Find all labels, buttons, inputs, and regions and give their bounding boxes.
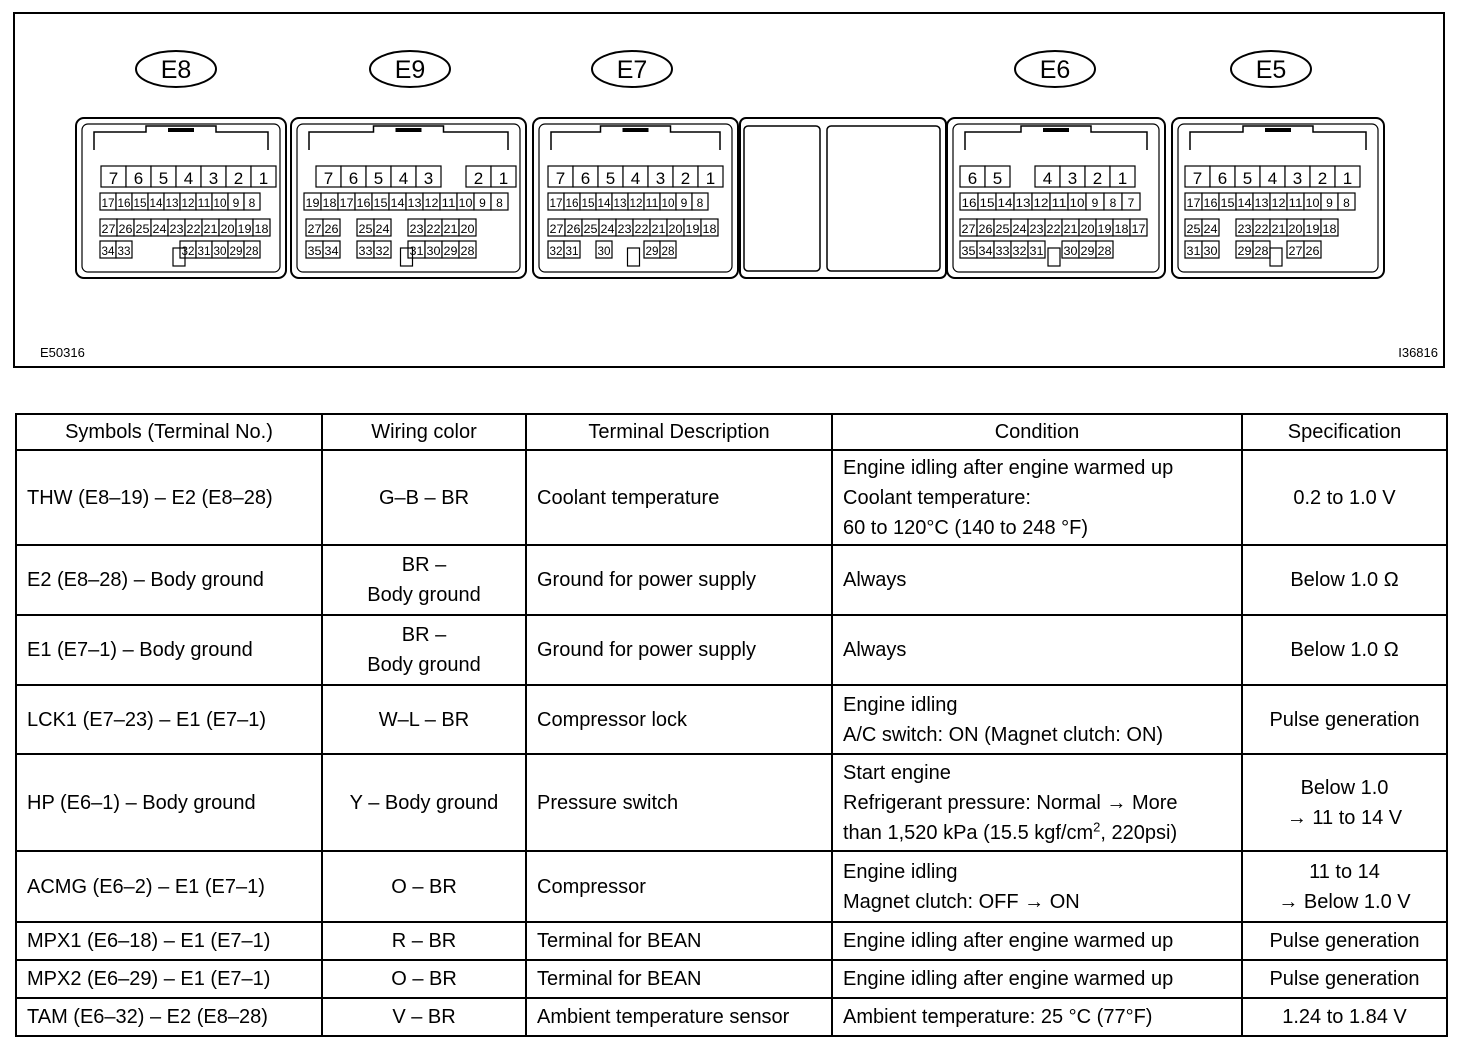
terminal-pin-number: 32 bbox=[549, 244, 563, 258]
cell-line: O – BR bbox=[391, 968, 457, 990]
cell-line: Below 1.0 Ω bbox=[1290, 639, 1399, 661]
condition-cell bbox=[832, 615, 1242, 685]
terminal-pin-number: 34 bbox=[978, 244, 993, 258]
condition-cell bbox=[832, 685, 1242, 754]
connector-latch bbox=[1265, 128, 1291, 132]
terminal-pin-number: 2 bbox=[680, 169, 691, 188]
terminal-pin-number: 17 bbox=[1186, 196, 1201, 210]
terminal-pin-number: 7 bbox=[555, 169, 566, 188]
terminal-pin-number: 35 bbox=[307, 244, 322, 258]
terminal-pin-number: 2 bbox=[473, 169, 484, 188]
terminal-pin-number: 11 bbox=[441, 196, 456, 210]
terminal-pin-number: 10 bbox=[1305, 196, 1320, 210]
terminal-pin-number: 35 bbox=[961, 244, 976, 258]
wiring-color-cell bbox=[322, 545, 526, 615]
description-cell: Coolant temperature bbox=[526, 450, 832, 545]
terminal-pin-number: 18 bbox=[1322, 222, 1337, 236]
terminal-pin-number: 23 bbox=[1237, 222, 1252, 236]
terminal-pin-number: 32 bbox=[181, 244, 195, 258]
terminal-pin-number: 19 bbox=[237, 222, 252, 236]
terminal-pin-number: 32 bbox=[1012, 244, 1027, 258]
terminal-pin-number: 27 bbox=[101, 222, 116, 236]
symbol-cell: MPX1 (E6–18) – E1 (E7–1) bbox=[16, 922, 322, 960]
connector-latch bbox=[168, 128, 194, 132]
cell-line: R – BR bbox=[391, 930, 457, 952]
terminal-pin-number: 34 bbox=[101, 244, 115, 258]
cell-line: Pulse generation bbox=[1269, 708, 1420, 731]
terminal-pin-number: 16 bbox=[117, 196, 131, 210]
terminal-pin-number: 4 bbox=[183, 169, 194, 188]
table-row bbox=[16, 450, 1447, 545]
specification-cell bbox=[1242, 685, 1447, 754]
terminal-pin-number: 10 bbox=[213, 196, 227, 210]
terminal-pin-number: 8 bbox=[696, 196, 704, 210]
terminal-pin-number: 23 bbox=[1029, 222, 1044, 236]
terminal-pin-number: 28 bbox=[661, 244, 675, 258]
terminal-pin-number: 30 bbox=[1063, 244, 1078, 258]
connector-e5 bbox=[1172, 51, 1384, 278]
cell-line: V – BR bbox=[392, 1006, 456, 1028]
terminal-pin-number: 18 bbox=[702, 222, 717, 236]
terminal-pin-number: 20 bbox=[668, 222, 683, 236]
terminal-pin-number: 33 bbox=[995, 244, 1010, 258]
terminal-pin-number: 30 bbox=[597, 244, 611, 258]
specification-cell bbox=[1242, 960, 1447, 998]
wiring-color-cell bbox=[322, 922, 526, 960]
cell-line bbox=[843, 818, 1231, 848]
terminal-pin-number: 21 bbox=[1271, 222, 1286, 236]
terminal-pin-number: 19 bbox=[1097, 222, 1112, 236]
terminal-pin-number: 16 bbox=[356, 196, 371, 210]
terminal-pin-number: 12 bbox=[1271, 196, 1286, 210]
terminal-pin-number: 28 bbox=[460, 244, 475, 258]
terminal-pin-number: 8 bbox=[1109, 196, 1117, 210]
cell-line: → Below 1.0 V bbox=[1278, 890, 1411, 913]
terminal-pin-number: 28 bbox=[1254, 244, 1269, 258]
header-symbols: Symbols (Terminal No.) bbox=[16, 414, 322, 450]
terminal-pin-number: 18 bbox=[254, 222, 269, 236]
table-row bbox=[16, 615, 1447, 685]
terminal-pin-number: 5 bbox=[158, 169, 169, 188]
condition-cell bbox=[832, 960, 1242, 998]
cell-line: W–L – BR bbox=[378, 708, 470, 731]
terminal-pin-number: 4 bbox=[1267, 169, 1278, 188]
terminal-pin-number: 11 bbox=[1051, 196, 1067, 210]
terminal-pin-number: 10 bbox=[1069, 196, 1085, 210]
cell-line: Engine idling after engine warmed up bbox=[843, 456, 1174, 479]
terminal-pin-number: 27 bbox=[307, 222, 322, 236]
terminal-pin-number: 4 bbox=[630, 169, 641, 188]
terminal-pin-number: 4 bbox=[398, 169, 409, 188]
terminal-pin-number: 9 bbox=[232, 196, 240, 210]
terminal-pin-number: 22 bbox=[186, 222, 201, 236]
terminal-pin-number: 9 bbox=[1326, 196, 1333, 210]
symbol-cell: THW (E8–19) – E2 (E8–28) bbox=[16, 450, 322, 545]
terminal-pin-number: 25 bbox=[583, 222, 598, 236]
cell-line: Below 1.0 Ω bbox=[1290, 569, 1399, 591]
connector-e8 bbox=[76, 51, 286, 278]
terminal-pin-number: 18 bbox=[1114, 222, 1129, 236]
cell-line: Engine idling bbox=[843, 860, 958, 883]
terminal-pin-number: 26 bbox=[1305, 244, 1320, 258]
cell-line: Always bbox=[843, 569, 907, 591]
terminal-pin-number: 12 bbox=[424, 196, 439, 210]
empty-port bbox=[827, 126, 940, 271]
terminal-pin-number: 13 bbox=[613, 196, 627, 210]
terminal-pin-number: 3 bbox=[423, 169, 434, 188]
table-body bbox=[16, 450, 1447, 1036]
specification-cell bbox=[1242, 545, 1447, 615]
terminal-pin-number: 29 bbox=[1080, 244, 1095, 258]
terminal-pin-number: 3 bbox=[208, 169, 219, 188]
terminal-pin-number: 34 bbox=[324, 244, 339, 258]
connector-diagram bbox=[0, 0, 1472, 380]
condition-cell bbox=[832, 998, 1242, 1036]
cell-line: Refrigerant pressure: Normal → More bbox=[843, 791, 1178, 814]
description-cell: Ambient temperature sensor bbox=[526, 998, 832, 1036]
terminal-pin-number: 33 bbox=[358, 244, 373, 258]
terminal-pin-number: 31 bbox=[409, 244, 424, 258]
connector-e7 bbox=[533, 51, 738, 278]
terminal-pin-number: 9 bbox=[680, 196, 688, 210]
terminal-pin-number: 11 bbox=[197, 196, 211, 210]
table-row bbox=[16, 922, 1447, 960]
cell-line: Below 1.0 bbox=[1300, 776, 1389, 799]
terminal-pin-number: 25 bbox=[995, 222, 1010, 236]
terminal-pin-number: 11 bbox=[1288, 196, 1303, 210]
terminal-pin-number: 5 bbox=[605, 169, 616, 188]
cell-line: 0.2 to 1.0 V bbox=[1293, 486, 1396, 509]
superscript: 2 bbox=[1093, 818, 1101, 834]
terminal-pin-number: 5 bbox=[1242, 169, 1253, 188]
connector-latch bbox=[396, 128, 422, 132]
terminal-pin-number: 30 bbox=[213, 244, 227, 258]
cell-line: Ambient temperature: 25 °C (77°F) bbox=[843, 1006, 1153, 1028]
cell-line: Pulse generation bbox=[1269, 930, 1420, 952]
terminal-pin-number: 21 bbox=[203, 222, 218, 236]
symbol-cell: E2 (E8–28) – Body ground bbox=[16, 545, 322, 615]
cell-line: Body ground bbox=[367, 654, 481, 676]
terminal-pin-number: 6 bbox=[133, 169, 144, 188]
connector-label: E6 bbox=[1039, 56, 1071, 84]
terminal-pin-number: 26 bbox=[978, 222, 993, 236]
terminal-pin-number: 31 bbox=[565, 244, 579, 258]
wiring-color-cell bbox=[322, 615, 526, 685]
terminal-pin-number: 7 bbox=[1127, 196, 1135, 210]
symbol-cell: MPX2 (E6–29) – E1 (E7–1) bbox=[16, 960, 322, 998]
table-header-row bbox=[16, 414, 1447, 450]
terminal-pin-number: 6 bbox=[1217, 169, 1228, 188]
wiring-color-cell bbox=[322, 754, 526, 851]
table-row bbox=[16, 960, 1447, 998]
terminal-pin-number: 15 bbox=[1220, 196, 1235, 210]
terminal-pin-number: 3 bbox=[1067, 169, 1078, 188]
cell-line: Magnet clutch: OFF → ON bbox=[843, 890, 1080, 913]
connector-slot bbox=[1270, 248, 1282, 266]
cell-line: BR – bbox=[401, 554, 447, 576]
terminal-pin-number: 2 bbox=[1092, 169, 1103, 188]
description-cell: Compressor bbox=[526, 851, 832, 922]
terminal-pin-number: 1 bbox=[705, 169, 716, 188]
condition-cell bbox=[832, 922, 1242, 960]
terminal-pin-number: 19 bbox=[1305, 222, 1320, 236]
terminal-pin-number: 30 bbox=[1203, 244, 1218, 258]
cell-line: G–B – BR bbox=[378, 486, 470, 509]
terminal-pin-number: 12 bbox=[1033, 196, 1049, 210]
symbol-cell: HP (E6–1) – Body ground bbox=[16, 754, 322, 851]
terminal-pin-number: 1 bbox=[1117, 169, 1128, 188]
cell-line: Body ground bbox=[367, 584, 481, 606]
condition-cell bbox=[832, 851, 1242, 922]
terminal-pin-number: 14 bbox=[997, 196, 1013, 210]
terminal-pin-number: 23 bbox=[169, 222, 184, 236]
condition-cell bbox=[832, 754, 1242, 851]
cell-line: → 11 to 14 V bbox=[1286, 806, 1403, 829]
description-cell: Terminal for BEAN bbox=[526, 922, 832, 960]
terminal-pin-number: 20 bbox=[220, 222, 235, 236]
terminal-pin-number: 2 bbox=[233, 169, 244, 188]
terminal-pin-number: 17 bbox=[549, 196, 563, 210]
terminal-pin-number: 10 bbox=[458, 196, 473, 210]
cell-line: Always bbox=[843, 639, 907, 661]
terminal-pin-number: 31 bbox=[1029, 244, 1044, 258]
terminal-pin-number: 8 bbox=[1343, 196, 1350, 210]
header-specification: Specification bbox=[1242, 414, 1447, 450]
description-cell: Pressure switch bbox=[526, 754, 832, 851]
connector-label: E9 bbox=[394, 56, 426, 84]
cell-line: O – BR bbox=[391, 875, 457, 898]
terminal-pin-number: 33 bbox=[117, 244, 131, 258]
connector-e6 bbox=[947, 51, 1165, 278]
terminal-pin-number: 13 bbox=[1015, 196, 1031, 210]
terminal-pin-number: 28 bbox=[1097, 244, 1112, 258]
terminal-pin-number: 26 bbox=[324, 222, 339, 236]
terminal-pin-number: 29 bbox=[645, 244, 659, 258]
terminal-pin-number: 21 bbox=[443, 222, 458, 236]
wiring-color-cell bbox=[322, 851, 526, 922]
connector-label: E5 bbox=[1255, 56, 1287, 84]
terminal-pin-number: 20 bbox=[460, 222, 475, 236]
terminal-pin-number: 18 bbox=[322, 196, 337, 210]
specification-cell bbox=[1242, 851, 1447, 922]
terminal-pin-number: 5 bbox=[992, 169, 1003, 188]
terminal-pin-number: 15 bbox=[373, 196, 388, 210]
table-row bbox=[16, 685, 1447, 754]
cell-line: Engine idling after engine warmed up bbox=[843, 968, 1174, 990]
header-terminal-description: Terminal Description bbox=[526, 414, 832, 450]
diagram-left-code: E50316 bbox=[40, 345, 85, 360]
cell-line: Engine idling bbox=[843, 693, 958, 716]
terminal-pin-number: 1 bbox=[498, 169, 509, 188]
cell-text: than 1,520 kPa (15.5 kgf/cm bbox=[843, 821, 1094, 844]
specification-cell bbox=[1242, 450, 1447, 545]
terminal-pin-number: 13 bbox=[165, 196, 179, 210]
terminal-pin-number: 16 bbox=[961, 196, 977, 210]
terminal-pin-number: 25 bbox=[1186, 222, 1201, 236]
terminal-pin-number: 26 bbox=[118, 222, 133, 236]
terminal-pin-number: 32 bbox=[375, 244, 390, 258]
terminal-pin-number: 9 bbox=[1091, 196, 1099, 210]
terminal-pin-number: 7 bbox=[323, 169, 334, 188]
empty-housing bbox=[740, 118, 946, 278]
terminal-pin-number: 14 bbox=[390, 196, 405, 210]
table-row bbox=[16, 545, 1447, 615]
cell-line: Engine idling after engine warmed up bbox=[843, 930, 1174, 952]
cell-line: 60 to 120°C (140 to 248 °F) bbox=[843, 516, 1089, 539]
terminal-pin-number: 26 bbox=[566, 222, 581, 236]
connector-slot bbox=[628, 248, 640, 266]
terminal-pin-number: 17 bbox=[1131, 222, 1146, 236]
terminal-pin-number: 3 bbox=[1292, 169, 1303, 188]
wiring-color-cell bbox=[322, 960, 526, 998]
cell-line: Start engine bbox=[843, 761, 951, 784]
specification-cell bbox=[1242, 615, 1447, 685]
connector-label: E8 bbox=[160, 56, 192, 84]
condition-cell bbox=[832, 450, 1242, 545]
diagram-right-code: I36816 bbox=[1398, 345, 1438, 360]
terminal-pin-number: 16 bbox=[1203, 196, 1218, 210]
terminal-pin-number: 25 bbox=[135, 222, 150, 236]
terminal-pin-number: 28 bbox=[245, 244, 259, 258]
terminal-pin-number: 15 bbox=[581, 196, 595, 210]
terminal-pin-number: 13 bbox=[1254, 196, 1269, 210]
terminal-pin-number: 31 bbox=[197, 244, 211, 258]
terminal-pin-number: 19 bbox=[685, 222, 700, 236]
terminal-pin-number: 22 bbox=[426, 222, 441, 236]
terminal-pin-number: 24 bbox=[375, 222, 390, 236]
terminal-pin-number: 1 bbox=[258, 169, 269, 188]
terminal-pin-number: 24 bbox=[152, 222, 167, 236]
connector-e9 bbox=[291, 51, 526, 278]
connector-slot bbox=[1048, 248, 1060, 266]
symbol-cell: E1 (E7–1) – Body ground bbox=[16, 615, 322, 685]
terminal-pin-number: 17 bbox=[339, 196, 354, 210]
terminal-pin-number: 4 bbox=[1042, 169, 1053, 188]
cell-line: BR – bbox=[401, 624, 447, 646]
terminal-pin-number: 16 bbox=[565, 196, 579, 210]
terminal-pin-number: 8 bbox=[496, 196, 503, 210]
terminal-pin-number: 8 bbox=[248, 196, 256, 210]
terminal-pin-number: 24 bbox=[600, 222, 615, 236]
description-cell: Ground for power supply bbox=[526, 615, 832, 685]
specification-cell bbox=[1242, 998, 1447, 1036]
table-row bbox=[16, 851, 1447, 922]
terminal-pin-number: 20 bbox=[1288, 222, 1303, 236]
terminal-pin-number: 27 bbox=[961, 222, 976, 236]
terminal-pin-number: 7 bbox=[108, 169, 119, 188]
terminal-pin-number: 25 bbox=[358, 222, 373, 236]
terminal-pin-number: 15 bbox=[133, 196, 147, 210]
condition-cell bbox=[832, 545, 1242, 615]
terminal-pin-number: 6 bbox=[967, 169, 978, 188]
terminal-pin-number: 6 bbox=[580, 169, 591, 188]
terminal-pin-number: 9 bbox=[479, 196, 486, 210]
terminal-pin-number: 24 bbox=[1203, 222, 1218, 236]
cell-text: , 220psi) bbox=[1100, 821, 1178, 844]
terminal-pin-number: 31 bbox=[1186, 244, 1201, 258]
terminal-pin-number: 5 bbox=[373, 169, 384, 188]
cell-line: 1.24 to 1.84 V bbox=[1282, 1006, 1407, 1028]
terminal-pin-number: 14 bbox=[597, 196, 611, 210]
table-row bbox=[16, 998, 1447, 1036]
connector-latch bbox=[1043, 128, 1069, 132]
empty-port bbox=[744, 126, 820, 271]
description-cell: Ground for power supply bbox=[526, 545, 832, 615]
terminal-pin-number: 11 bbox=[645, 196, 659, 210]
terminal-pin-number: 7 bbox=[1192, 169, 1203, 188]
symbol-cell: TAM (E6–32) – E2 (E8–28) bbox=[16, 998, 322, 1036]
terminal-pin-number: 21 bbox=[1063, 222, 1078, 236]
symbol-cell: LCK1 (E7–23) – E1 (E7–1) bbox=[16, 685, 322, 754]
terminal-pin-number: 15 bbox=[979, 196, 995, 210]
terminal-pin-number: 12 bbox=[181, 196, 195, 210]
terminal-pin-number: 14 bbox=[149, 196, 163, 210]
specification-cell bbox=[1242, 754, 1447, 851]
terminal-pin-number: 23 bbox=[617, 222, 632, 236]
cell-line: A/C switch: ON (Magnet clutch: ON) bbox=[843, 723, 1164, 746]
terminal-pin-number: 22 bbox=[1254, 222, 1269, 236]
terminal-pin-number: 30 bbox=[426, 244, 441, 258]
terminal-pin-number: 6 bbox=[348, 169, 359, 188]
header-wiring-color: Wiring color bbox=[322, 414, 526, 450]
cell-line: 11 to 14 bbox=[1309, 860, 1380, 883]
terminal-pin-number: 13 bbox=[407, 196, 422, 210]
terminal-pin-number: 10 bbox=[661, 196, 675, 210]
specification-cell bbox=[1242, 922, 1447, 960]
terminal-pin-number: 27 bbox=[549, 222, 564, 236]
terminal-pin-number: 14 bbox=[1237, 196, 1252, 210]
connector-label: E7 bbox=[616, 56, 648, 84]
description-cell: Compressor lock bbox=[526, 685, 832, 754]
terminal-pin-number: 17 bbox=[101, 196, 115, 210]
terminal-pin-number: 29 bbox=[229, 244, 243, 258]
header-condition: Condition bbox=[832, 414, 1242, 450]
terminal-pin-number: 22 bbox=[1046, 222, 1061, 236]
terminal-pin-number: 3 bbox=[655, 169, 666, 188]
terminal-pin-number: 29 bbox=[1237, 244, 1252, 258]
symbol-cell: ACMG (E6–2) – E1 (E7–1) bbox=[16, 851, 322, 922]
cell-line: Y – Body ground bbox=[349, 791, 499, 814]
wiring-color-cell bbox=[322, 450, 526, 545]
terminal-pin-number: 24 bbox=[1012, 222, 1027, 236]
diagram-frame bbox=[14, 13, 1444, 367]
terminal-pin-number: 21 bbox=[651, 222, 666, 236]
terminal-pin-number: 23 bbox=[409, 222, 424, 236]
terminal-table bbox=[15, 413, 1448, 1037]
terminal-pin-number: 19 bbox=[305, 196, 320, 210]
terminal-pin-number: 1 bbox=[1342, 169, 1353, 188]
terminal-pin-number: 20 bbox=[1080, 222, 1095, 236]
cell-line: Coolant temperature: bbox=[843, 486, 1031, 509]
terminal-pin-number: 22 bbox=[634, 222, 649, 236]
wiring-color-cell bbox=[322, 998, 526, 1036]
terminal-pin-number: 2 bbox=[1317, 169, 1328, 188]
cell-line: Pulse generation bbox=[1269, 968, 1420, 990]
description-cell: Terminal for BEAN bbox=[526, 960, 832, 998]
terminal-pin-number: 27 bbox=[1288, 244, 1303, 258]
terminal-pin-number: 29 bbox=[443, 244, 458, 258]
wiring-color-cell bbox=[322, 685, 526, 754]
terminal-pin-number: 12 bbox=[629, 196, 643, 210]
table-row bbox=[16, 754, 1447, 851]
connector-latch bbox=[623, 128, 649, 132]
